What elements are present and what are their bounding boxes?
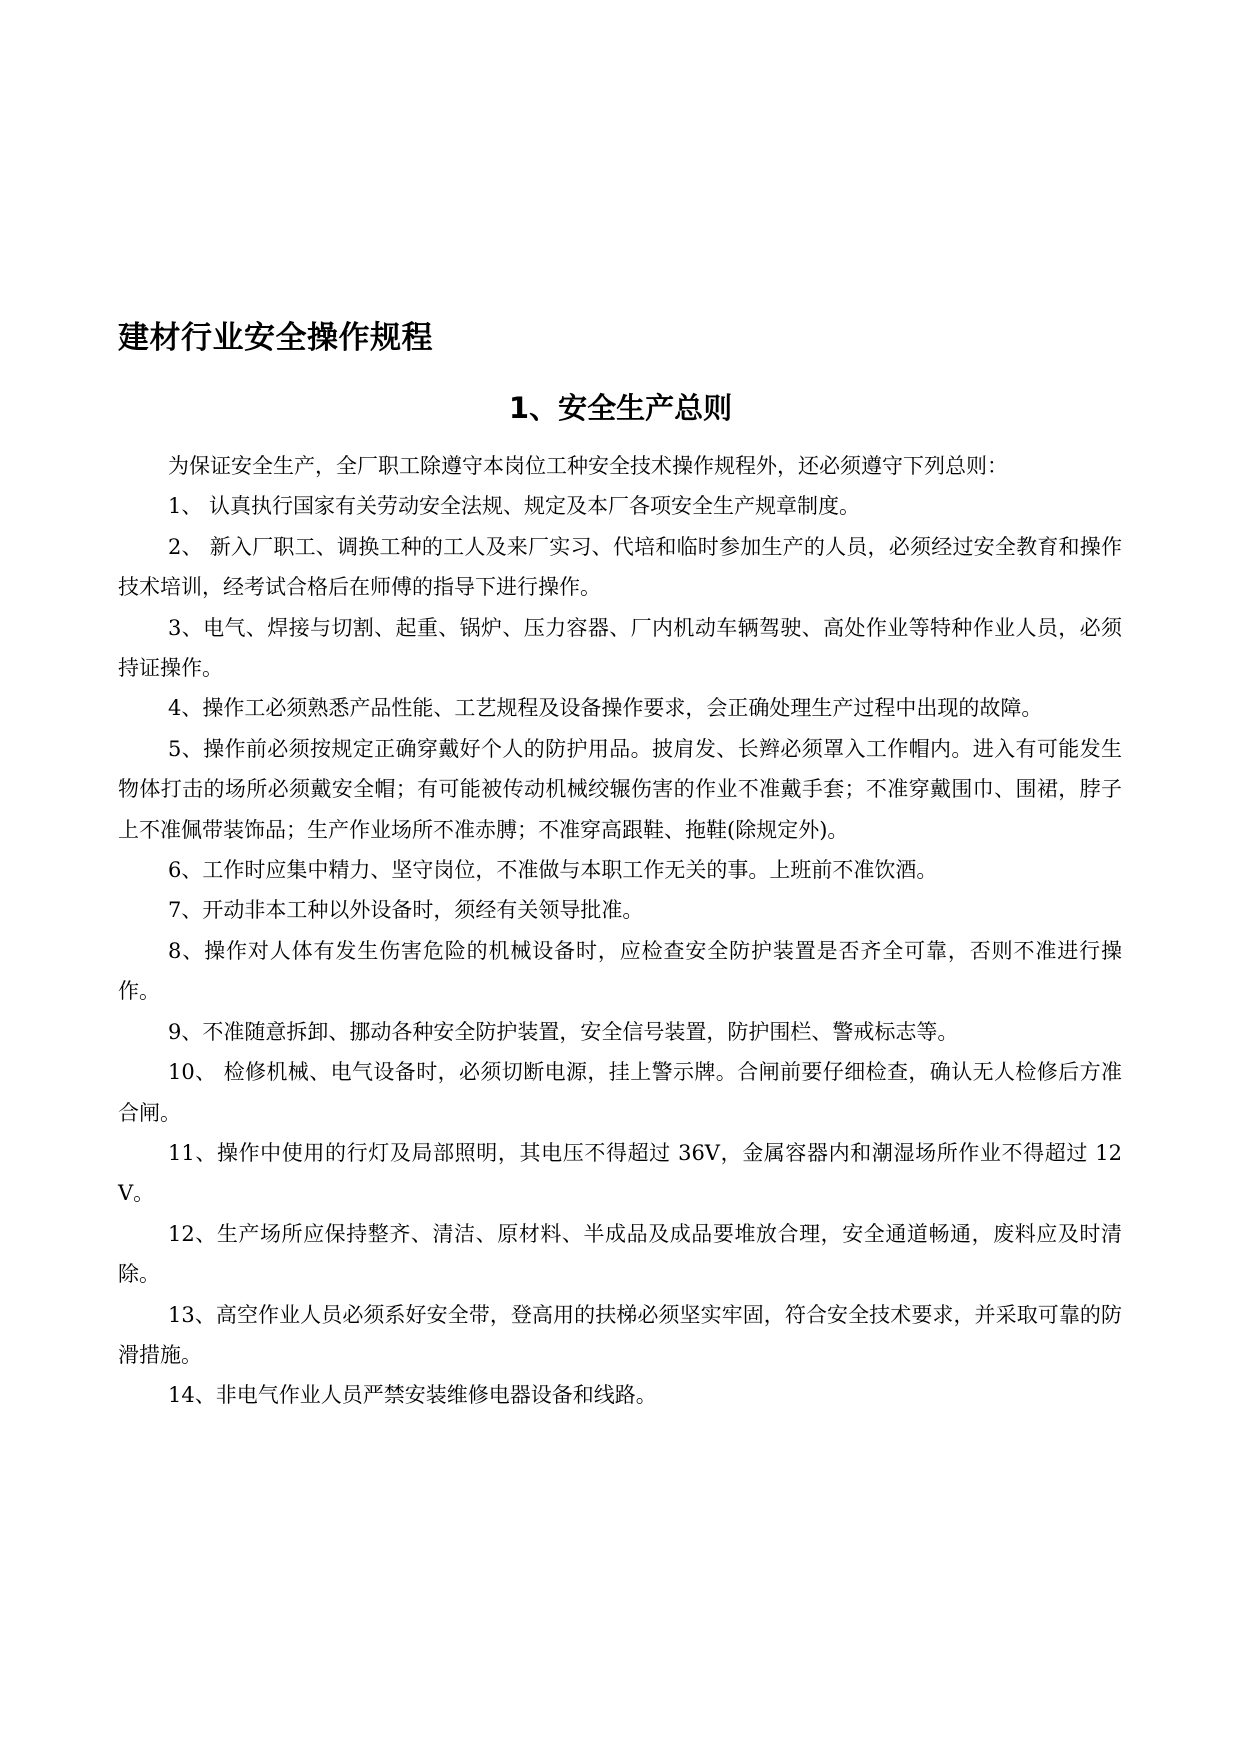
rule-item-3: 3、电气、焊接与切割、起重、锅炉、压力容器、厂内机动车辆驾驶、高处作业等特种作业人员，必须持证操作。 xyxy=(118,615,1122,681)
rule-item-11: 11、操作中使用的行灯及局部照明，其电压不得超过 36V，金属容器内和潮湿场所作业不得超过 12V。 xyxy=(118,1140,1122,1206)
rule-item-12: 12、生产场所应保持整齐、清洁、原材料、半成品及成品要堆放合理，安全通道畅通，废料应及时清除。 xyxy=(118,1221,1122,1287)
rule-item-14: 14、非电气作业人员严禁安装维修电器设备和线路。 xyxy=(168,1383,657,1408)
rule-item-5: 5、操作前必须按规定正确穿戴好个人的防护用品。披肩发、长辫必须罩入工作帽内。进入有可能发生物体打击的场所必须戴安全帽；有可能被传动机械绞辗伤害的作业不准戴手套；不准穿戴围巾、围裙，脖子上不准佩带装饰品；生产作业场所不准赤膊；不准穿高跟鞋、拖鞋(除规定外)。 xyxy=(118,736,1122,842)
rule-item-1: 1、 认真执行国家有关劳动安全法规、规定及本厂各项安全生产规章制度。 xyxy=(168,494,861,519)
rule-item-4: 4、操作工必须熟悉产品性能、工艺规程及设备操作要求，会正确处理生产过程中出现的故障。 xyxy=(168,696,1043,721)
document-title: 建材行业安全操作规程 xyxy=(118,320,433,356)
rule-item-13: 13、高空作业人员必须系好安全带，登高用的扶梯必须坚实牢固，符合安全技术要求，并采取可靠的防滑措施。 xyxy=(118,1302,1122,1367)
rule-item-8: 8、操作对人体有发生伤害危险的机械设备时，应检查安全防护装置是否齐全可靠，否则不准进行操作。 xyxy=(118,938,1122,1004)
rule-item-9: 9、不准随意拆卸、挪动各种安全防护装置，安全信号装置，防护围栏、警戒标志等。 xyxy=(168,1019,959,1044)
rule-item-7: 7、开动非本工种以外设备时，须经有关领导批准。 xyxy=(168,898,644,923)
rule-item-2: 2、 新入厂职工、调换工种的工人及来厂实习、代培和临时参加生产的人员，必须经过安全教育和操作技术培训，经考试合格后在师傅的指导下进行操作。 xyxy=(118,534,1122,600)
section-heading: 1、安全生产总则 xyxy=(508,391,733,425)
intro-paragraph: 为保证安全生产，全厂职工除遵守本岗位工种安全技术操作规程外，还必须遵守下列总则： xyxy=(168,454,1008,478)
section-body xyxy=(118,446,1122,1416)
rule-item-6: 6、工作时应集中精力、坚守岗位，不准做与本职工作无关的事。上班前不准饮酒。 xyxy=(168,858,938,883)
rule-item-10: 10、 检修机械、电气设备时，必须切断电源，挂上警示牌。合闸前要仔细检查，确认无人检修后方准合闸。 xyxy=(118,1060,1122,1125)
